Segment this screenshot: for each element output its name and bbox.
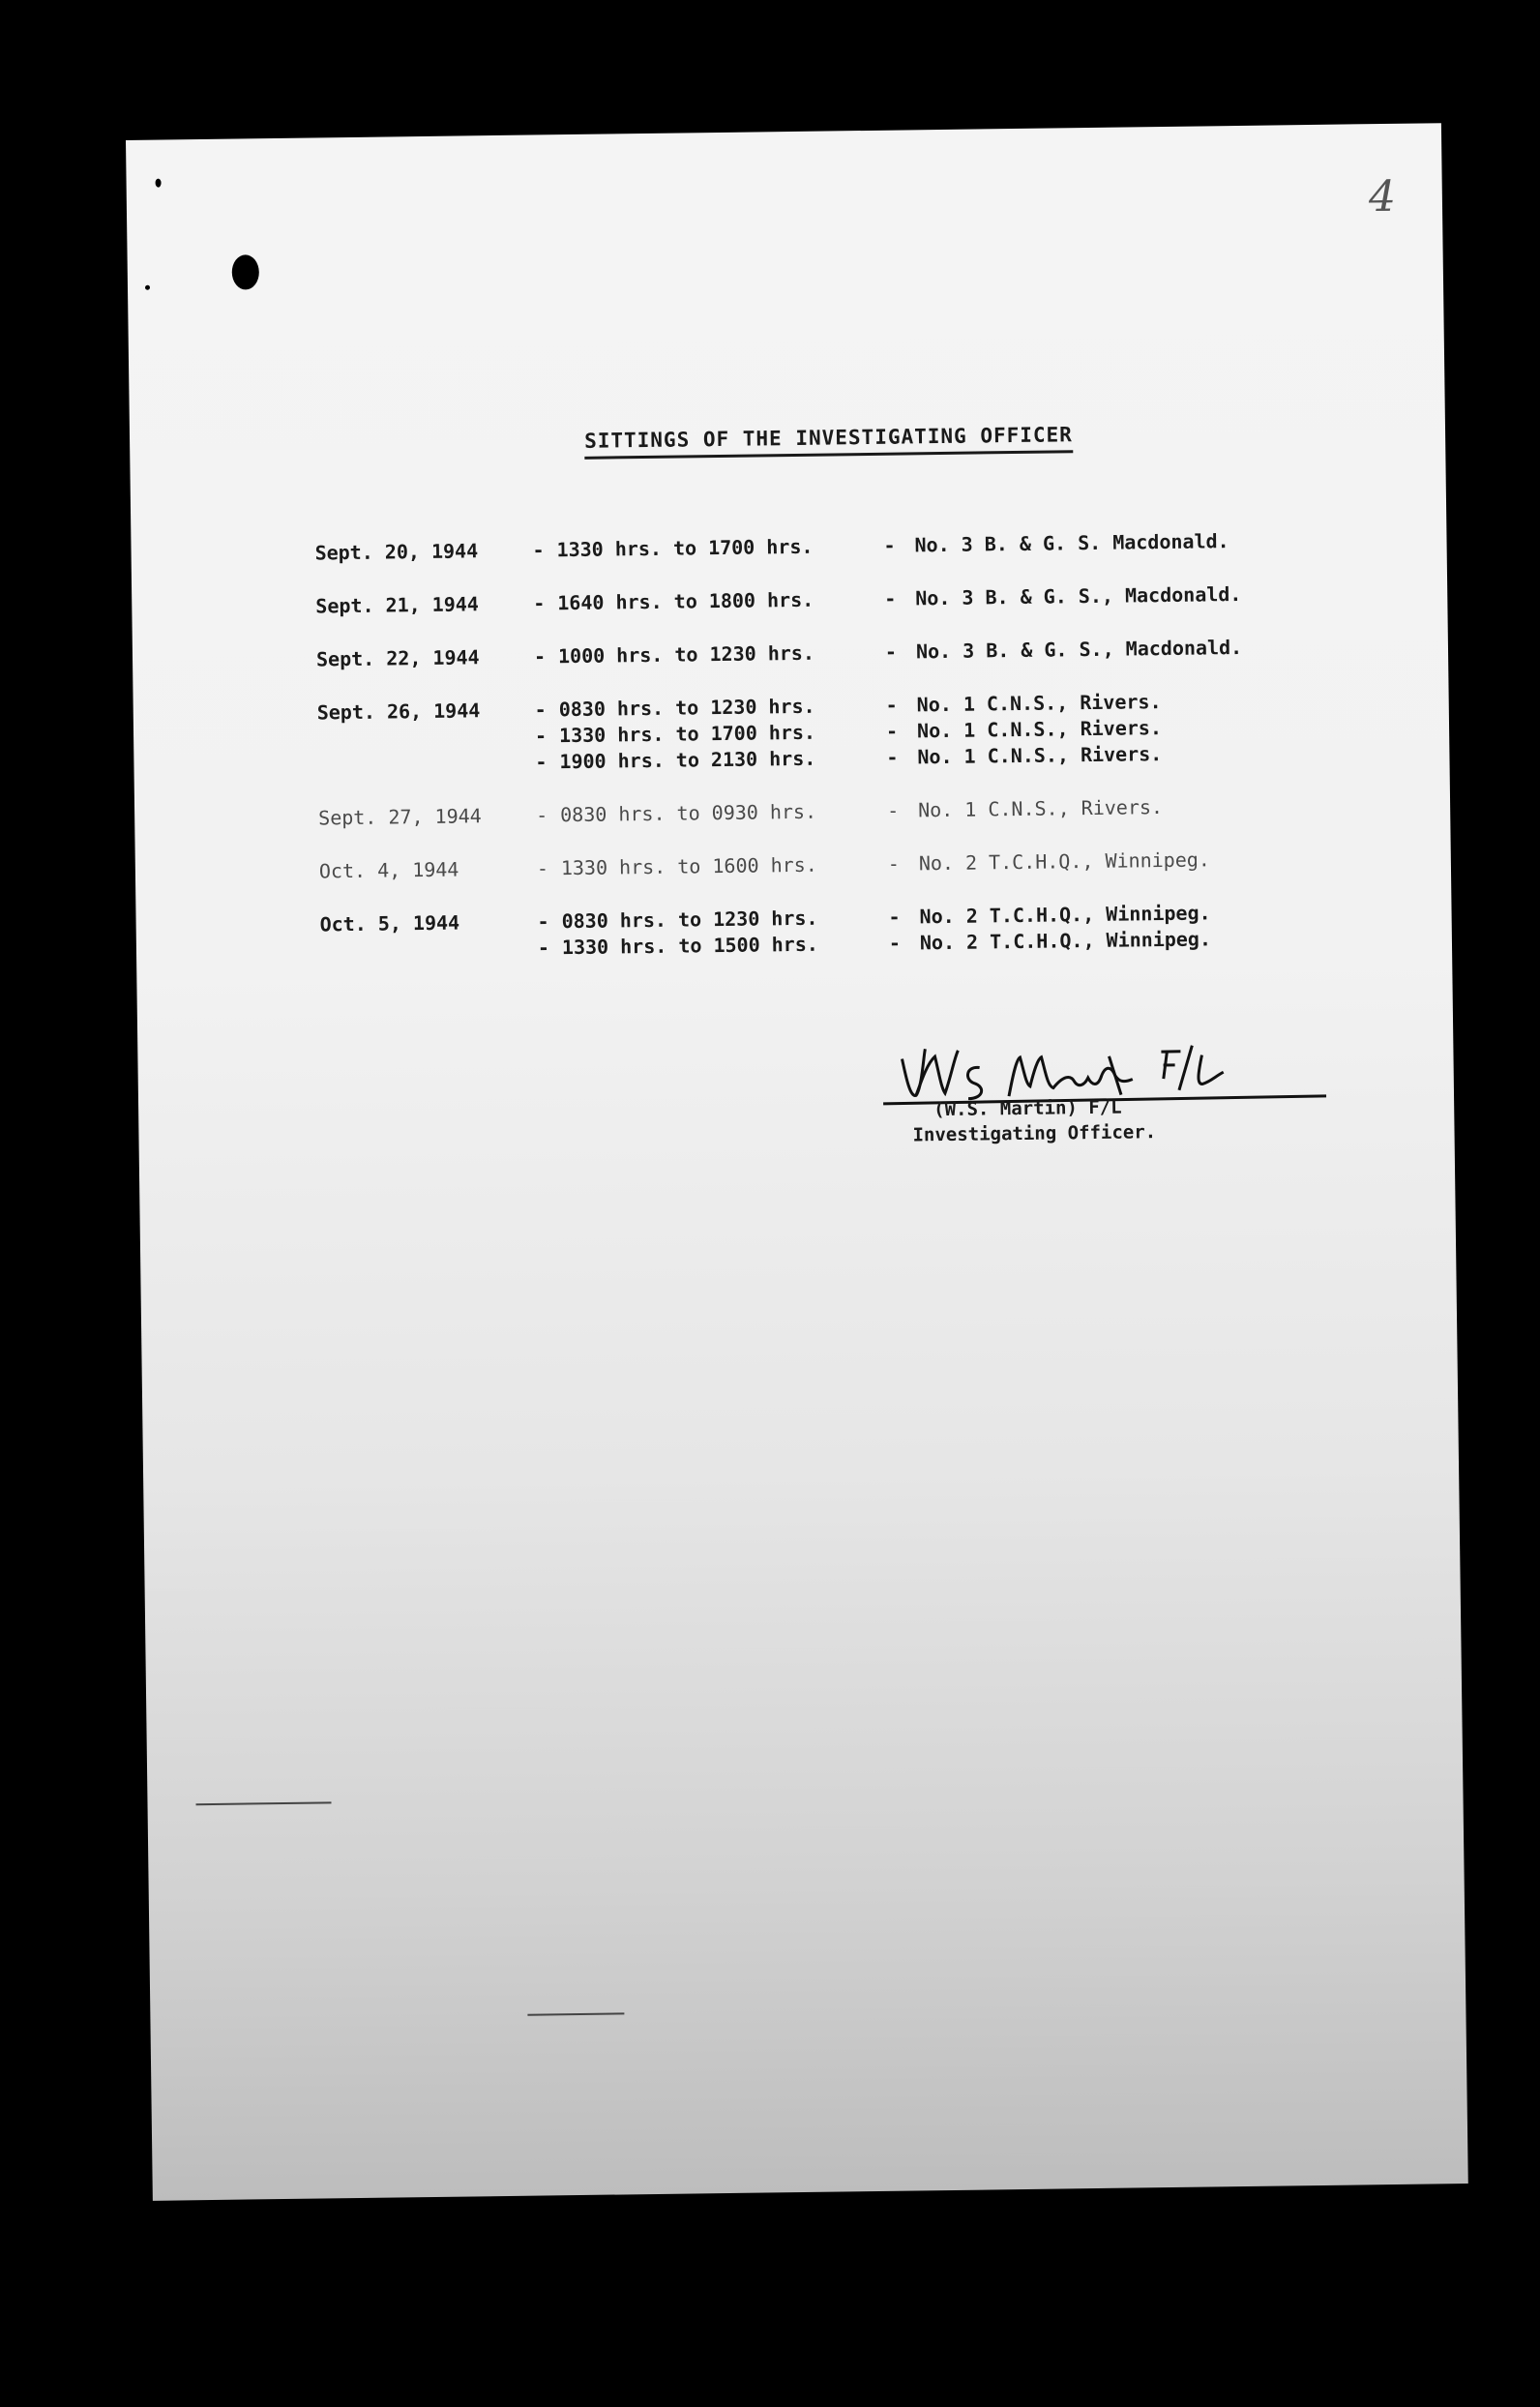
sitting-date xyxy=(320,936,525,965)
sitting-date: Oct. 5, 1944 xyxy=(319,910,460,936)
handwritten-signature xyxy=(873,1015,1328,1108)
separator-dash: - xyxy=(884,639,898,664)
session-location: No. 2 T.C.H.Q., Winnipeg. xyxy=(919,901,1211,929)
divider xyxy=(527,2012,624,2015)
sitting-date xyxy=(317,750,522,779)
session-location: No. 1 C.N.S., Rivers. xyxy=(916,690,1162,717)
session-time: 1330 hrs. to 1700 hrs. xyxy=(556,534,814,562)
separator-dash: - xyxy=(534,724,548,748)
separator-dash: - xyxy=(536,856,549,880)
sitting-date: Oct. 4, 1944 xyxy=(318,857,459,883)
session-location: No. 3 B. & G. S., Macdonald. xyxy=(915,635,1243,664)
separator-dash: - xyxy=(886,798,900,822)
separator-dash: - xyxy=(534,698,547,722)
sitting-entry xyxy=(319,846,1345,885)
sitting-date: Sept. 21, 1944 xyxy=(315,592,480,618)
session-location: No. 2 T.C.H.Q., Winnipeg. xyxy=(919,927,1212,955)
document-title: SITTINGS OF THE INVESTIGATING OFFICER xyxy=(584,423,1073,460)
session-time: 1330 hrs. to 1600 hrs. xyxy=(560,852,817,880)
separator-dash: - xyxy=(537,936,550,960)
sitting-entry xyxy=(315,580,1341,620)
separator-dash: - xyxy=(537,909,549,934)
session-line xyxy=(314,527,1340,567)
sitting-entry xyxy=(319,899,1346,965)
sitting-entry xyxy=(318,792,1344,832)
separator-dash: - xyxy=(885,693,898,717)
sitting-date xyxy=(317,724,522,753)
sitting-date: Sept. 27, 1944 xyxy=(318,804,482,830)
session-line xyxy=(319,846,1345,885)
separator-dash: - xyxy=(533,591,546,615)
sittings-list xyxy=(314,527,1346,992)
session-line xyxy=(315,580,1341,620)
separator-dash: - xyxy=(886,745,899,769)
session-time: 1000 hrs. to 1230 hrs. xyxy=(557,640,815,669)
session-time: 0830 hrs. to 1230 hrs. xyxy=(561,906,818,934)
session-location: No. 1 C.N.S., Rivers. xyxy=(917,742,1163,769)
session-time: 0830 hrs. to 0930 hrs. xyxy=(560,799,817,827)
separator-dash: - xyxy=(885,719,899,743)
sitting-entry xyxy=(314,527,1340,567)
punch-hole xyxy=(232,254,259,289)
session-location: No. 1 C.N.S., Rivers. xyxy=(917,795,1164,822)
separator-dash: - xyxy=(887,851,901,876)
session-location: No. 3 B. & G. S., Macdonald. xyxy=(915,581,1242,610)
sitting-date: Sept. 22, 1944 xyxy=(315,645,480,671)
sitting-date: Sept. 26, 1944 xyxy=(316,698,481,725)
session-line xyxy=(316,634,1342,673)
session-time: 1900 hrs. to 2130 hrs. xyxy=(559,746,816,774)
sitting-entry xyxy=(317,687,1344,779)
session-location: No. 3 B. & G. S. Macdonald. xyxy=(914,529,1229,557)
signatory-title: Investigating Officer. xyxy=(912,1121,1157,1146)
separator-dash: - xyxy=(535,750,548,774)
session-location: No. 1 C.N.S., Rivers. xyxy=(916,716,1163,743)
separator-dash: - xyxy=(888,931,902,955)
divider xyxy=(196,1801,332,1805)
signatory-name: (W.S. Martin) F/L xyxy=(933,1096,1122,1121)
sitting-date: Sept. 20, 1944 xyxy=(314,539,479,565)
separator-dash: - xyxy=(535,803,548,827)
separator-dash: - xyxy=(532,538,545,562)
session-time: 1640 hrs. to 1800 hrs. xyxy=(557,587,814,615)
document-page xyxy=(126,123,1468,2201)
speck xyxy=(156,179,162,188)
signature-block xyxy=(873,1015,1327,1146)
separator-dash: - xyxy=(884,586,897,610)
separator-dash: - xyxy=(883,533,896,557)
session-time: 0830 hrs. to 1230 hrs. xyxy=(558,694,815,722)
session-time: 1330 hrs. to 1700 hrs. xyxy=(558,720,816,748)
separator-dash: - xyxy=(888,905,901,929)
sitting-entry xyxy=(316,634,1342,673)
page-number: 4 xyxy=(1368,171,1397,223)
session-location: No. 2 T.C.H.Q., Winnipeg. xyxy=(918,847,1211,876)
separator-dash: - xyxy=(533,644,547,669)
speck xyxy=(145,285,150,290)
session-time: 1330 hrs. to 1500 hrs. xyxy=(561,932,818,960)
session-line xyxy=(318,792,1344,832)
